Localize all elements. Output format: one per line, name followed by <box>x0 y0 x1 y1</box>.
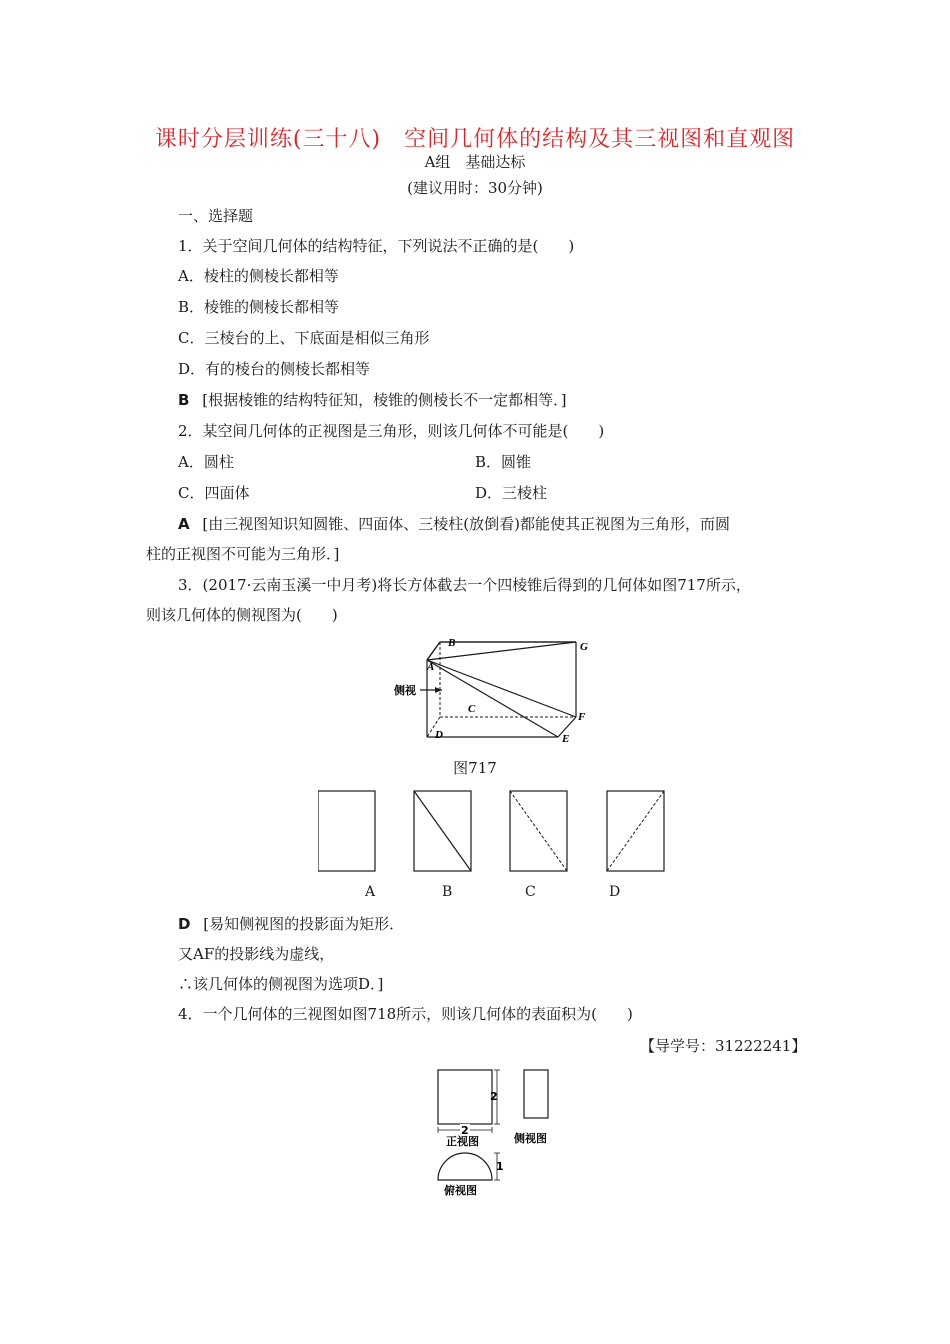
q2-option-d: D．三棱柱 <box>475 484 548 502</box>
q1-answer-letter: B <box>178 391 190 409</box>
page-title: 课时分层训练(三十八) 空间几何体的结构及其三视图和直观图 <box>154 127 796 152</box>
option-d-figure <box>607 791 664 871</box>
fig-label-side: 侧视 <box>394 684 416 697</box>
q4-stem: 4．一个几何体的三视图如图718所示，则该几何体的表面积为( ) <box>178 1005 633 1023</box>
q1-answer-text: [根据棱锥的结构特征知，棱锥的侧棱长不一定都相等．] <box>202 391 567 409</box>
fig-label-a: A <box>427 661 435 673</box>
figure-717-caption: 图717 <box>453 759 497 777</box>
q2-stem: 2．某空间几何体的正视图是三角形，则该几何体不可能是( ) <box>178 422 605 440</box>
front-width-dim: 2 <box>461 1124 469 1137</box>
q2-option-a: A．圆柱 <box>178 453 234 471</box>
front-view-label: 正视图 <box>446 1135 479 1148</box>
option-c-figure <box>510 791 567 871</box>
option-d-diagonal <box>607 791 664 871</box>
q3-answer <box>178 914 404 934</box>
q1-answer <box>178 390 566 410</box>
q1-option-d: D．有的棱台的侧棱长都相等 <box>178 360 371 378</box>
group-label: A组 基础达标 <box>424 153 526 171</box>
option-c-diagonal <box>510 791 567 871</box>
side-view-shape <box>524 1070 548 1118</box>
q3-option-label-d: D <box>609 884 621 900</box>
q2-option-b: B．圆锥 <box>475 453 532 471</box>
q2-answer-letter: A <box>178 515 190 533</box>
q3-answer-letter: D <box>178 915 191 933</box>
q1-option-a: A．棱柱的侧棱长都相等 <box>178 267 339 285</box>
section-heading: 一、选择题 <box>178 207 254 225</box>
option-b-diagonal <box>414 791 471 871</box>
side-view-label: 侧视图 <box>514 1132 547 1145</box>
fig-label-b: B <box>448 637 456 649</box>
q3-answer-text-3: ∴该几何体的侧视图为选项D．] <box>178 975 384 993</box>
q3-option-label-c: C <box>525 884 536 900</box>
time-note: (建议用时：30分钟) <box>407 179 543 197</box>
q2-answer-text-1: [由三视图知识知圆锥、四面体、三棱柱(放倒看)都能使其正视图为三角形，而圆 <box>202 515 730 533</box>
fig-label-f: F <box>578 711 586 723</box>
guide-number: 【导学号：31222241】 <box>640 1037 807 1055</box>
q2-answer <box>178 514 730 534</box>
q3-option-label-a: A <box>365 884 376 900</box>
q3-stem-2: 则该几何体的侧视图为( ) <box>146 606 338 624</box>
q3-stem-1: 3．(2017·云南玉溪一中月考)将长方体截去一个四棱锥后得到的几何体如图717所示， <box>178 576 751 594</box>
q3-option-figures <box>318 790 666 872</box>
q1-option-c: C．三棱台的上、下底面是相似三角形 <box>178 329 430 347</box>
q3-option-label-b: B <box>442 884 453 900</box>
q3-answer-text-1: [易知侧视图的投影面为矩形． <box>203 915 405 933</box>
fig-label-d: D <box>435 729 443 741</box>
fig-label-g: G <box>580 641 588 653</box>
fig-label-c: C <box>468 703 476 715</box>
q1-stem: 1．关于空间几何体的结构特征，下列说法不正确的是( ) <box>178 237 575 255</box>
q2-option-c: C．四面体 <box>178 484 250 502</box>
figure-717-solid <box>380 632 600 752</box>
figure-718-three-views <box>430 1064 570 1200</box>
front-view-shape <box>438 1070 492 1124</box>
fig-label-e: E <box>562 733 570 745</box>
q3-answer-text-2: 又AF的投影线为虚线， <box>178 945 335 963</box>
front-height-dim: 2 <box>490 1090 498 1103</box>
top-view-label: 俯视图 <box>444 1184 477 1197</box>
q1-option-b: B．棱锥的侧棱长都相等 <box>178 298 340 316</box>
option-a-figure <box>318 791 375 871</box>
q2-answer-text-2: 柱的正视图不可能为三角形．] <box>146 545 340 563</box>
top-height-dim: 1 <box>496 1160 504 1173</box>
top-view-shape <box>438 1153 492 1180</box>
